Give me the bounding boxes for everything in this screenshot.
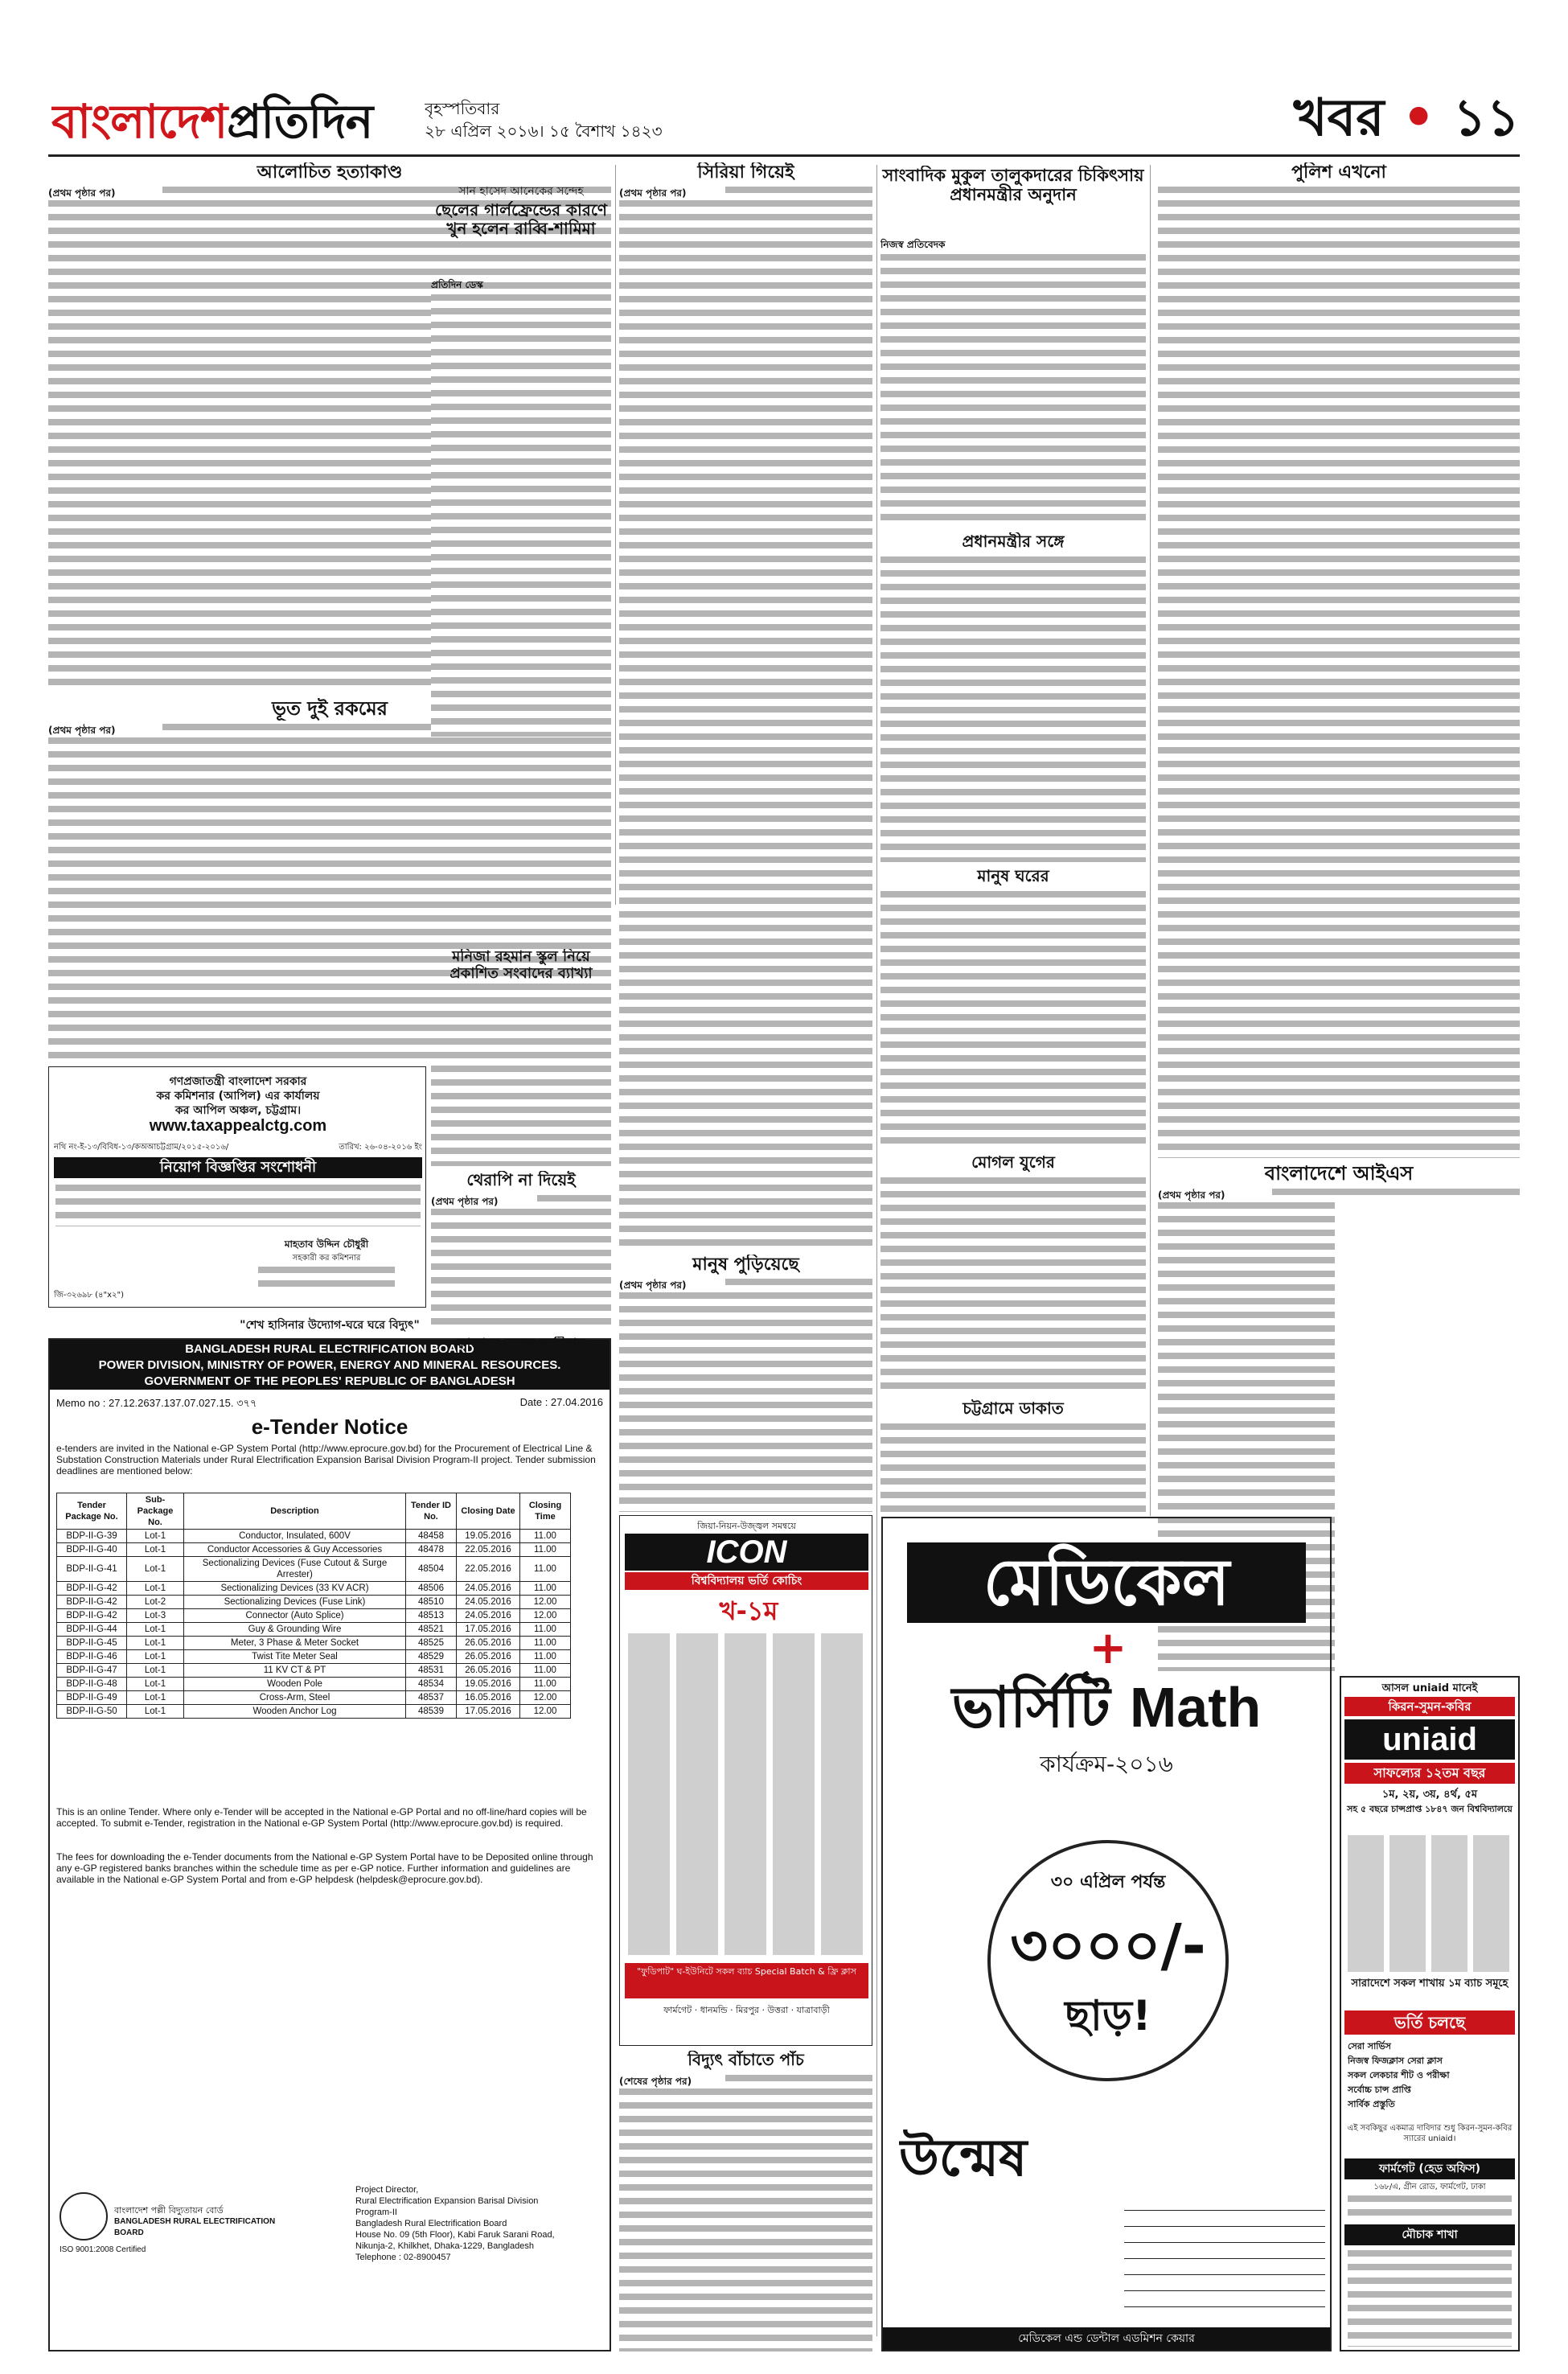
- signer-role: Project Director,: [355, 2185, 419, 2195]
- table-row: [57, 1705, 571, 1719]
- masthead-logo: [51, 93, 421, 150]
- table-row: [57, 1691, 571, 1705]
- unmesh-brand: উন্মেষ: [899, 2130, 1028, 2188]
- tender-col-closing-date: Closing Date: [457, 1493, 520, 1530]
- tender-memo-text: Memo no : 27.12.2637.137.07.027.15.: [56, 1397, 234, 1409]
- article-text: [619, 2089, 872, 2351]
- breb-logo: [60, 2192, 108, 2241]
- unmesh-footer: মেডিকেল এন্ড ডেন্টাল এডমিশন কেয়ার: [883, 2327, 1330, 2350]
- uniaid-coaching-ad: [1340, 1676, 1520, 2351]
- icon-ad-branches: ফার্মগেট · ধানমন্ডি · মিরপুর · উত্তরা · যাত্রাবাড়ী: [663, 2005, 830, 2015]
- table-row: [57, 1678, 571, 1691]
- unmesh-until: ৩০ এপ্রিল পর্যন্ত: [1050, 1872, 1166, 1892]
- icon-ad-photo-grid: [628, 1633, 865, 1955]
- col2-byline: প্রতিদিন ডেস্ক: [431, 279, 483, 290]
- logo-second: প্রতিদিন: [227, 94, 373, 149]
- tender-table-wrap: [56, 1493, 571, 1758]
- tender-subpackage: Lot-1: [127, 1637, 184, 1650]
- col4-story5-headline: চট্টগ্রামে ডাকাত: [963, 1399, 1064, 1418]
- tender-description: Conductor Accessories & Guy Accessories: [184, 1543, 406, 1557]
- tender-closing-date: 17.05.2016: [457, 1623, 520, 1637]
- gov-notice-title: নিয়োগ বিজ্ঞপ্তির সংশোধনী: [54, 1157, 422, 1178]
- tender-col-package: Tender Package No.: [57, 1493, 127, 1530]
- section-label: [1238, 90, 1520, 151]
- tender-signer: [355, 2184, 605, 2289]
- signer-telephone: Telephone : 02-8900457: [355, 2253, 451, 2262]
- icon-ad-sub: বিশ্ববিদ্যালয় ভর্তি কোচিং: [625, 1572, 868, 1590]
- article-text: [619, 200, 872, 1248]
- col3-story1-body: [619, 187, 872, 1248]
- tender-description: Wooden Anchor Log: [184, 1705, 406, 1719]
- gov-signer-role: সহকারী কর কমিশনার: [292, 1254, 361, 1263]
- tender-subpackage: Lot-1: [127, 1543, 184, 1557]
- table-row: [57, 1623, 571, 1637]
- tender-closing-date: 26.05.2016: [457, 1637, 520, 1650]
- tender-org3: GOVERNMENT OF THE PEOPLES' REPUBLIC OF BANGLADESH: [144, 1374, 515, 1388]
- tender-package: BDP-II-G-42: [57, 1596, 127, 1609]
- tender-closing-date: 19.05.2016: [457, 1678, 520, 1691]
- tender-date: Date : 27.04.2016: [519, 1396, 603, 1408]
- tender-title: e-Tender Notice: [251, 1415, 408, 1439]
- tender-closing-time: 11.00: [520, 1582, 571, 1596]
- tender-package: BDP-II-G-45: [57, 1637, 127, 1650]
- tender-id: 48537: [406, 1691, 457, 1705]
- uniaid-bullet: সেরা সার্ভিস: [1348, 2041, 1391, 2052]
- tender-description: Twist Tite Meter Seal: [184, 1650, 406, 1664]
- logo-main: বাংলাদেশ: [51, 94, 228, 149]
- tender-subpackage: Lot-1: [127, 1650, 184, 1664]
- col4-story3-text: [880, 891, 1146, 1148]
- tender-id: 48458: [406, 1530, 457, 1543]
- tender-id: 48539: [406, 1705, 457, 1719]
- col4-story1-text: [880, 254, 1146, 528]
- uniaid-bullet: নিজস্ব ফিজক্লাস সেরা ক্লাস: [1348, 2056, 1443, 2066]
- article-text: [1272, 1189, 1520, 1202]
- tender-package: BDP-II-G-40: [57, 1543, 127, 1557]
- uniaid-tag: সাফল্যের ১২তম বছর: [1344, 1763, 1515, 1784]
- tender-subpackage: Lot-1: [127, 1530, 184, 1543]
- gov-signer: মাহতাব উদ্দিন চৌধুরী: [284, 1238, 369, 1250]
- tender-para2: The fees for downloading the e-Tender documents from the National e-GP System Portal have to be Deposited online through any e-GP registered banks branches within the schedule time as per e-GP notice. Further information and guidelines are available in the National e-GP System Portal and from e-GP helpdesk (helpdesk@eprocure.gov.bd).: [56, 1851, 593, 1885]
- tender-id: 48510: [406, 1596, 457, 1609]
- col4-story2-headline: প্রধানমন্ত্রীর সঙ্গে: [962, 532, 1065, 551]
- tender-closing-date: 22.05.2016: [457, 1543, 520, 1557]
- uniaid-names: কিরন-সুমন-কবির: [1344, 1697, 1515, 1716]
- col5-story1-text: [1158, 187, 1520, 1158]
- tender-description: Conductor, Insulated, 600V: [184, 1530, 406, 1543]
- tender-package: BDP-II-G-47: [57, 1664, 127, 1678]
- gov-line2: কর কমিশনার (আপিল) এর কার্যালয়: [156, 1090, 320, 1101]
- table-row: [57, 1543, 571, 1557]
- section-name: খবর: [1293, 90, 1385, 148]
- tender-subpackage: Lot-3: [127, 1609, 184, 1623]
- uniaid-batch: সারাদেশে সকল শাখায় ১ম ব্যাচ সমূহে: [1351, 1978, 1508, 1990]
- signer-line5: House No. 09 (5th Floor), Kabi Faruk Sarani Road,: [355, 2230, 555, 2240]
- uniaid-bullet: সকল লেকচার শীট ও পরীক্ষা: [1348, 2070, 1450, 2080]
- tender-org2: POWER DIVISION, MINISTRY OF POWER, ENERGY AND MINERAL RESOURCES.: [98, 1358, 561, 1372]
- story-byline: (প্রথম পৃষ্ঠার পর): [431, 1196, 499, 1207]
- table-row: [57, 1530, 571, 1543]
- gov-notice-text: [55, 1185, 421, 1226]
- masthead: [48, 88, 1520, 153]
- tender-id: 48504: [406, 1557, 457, 1582]
- tender-subpackage: Lot-1: [127, 1582, 184, 1596]
- tender-package: BDP-II-G-44: [57, 1623, 127, 1637]
- col3-story3-body: [619, 2075, 872, 2351]
- gov-website-link[interactable]: www.taxappealctg.com: [149, 1117, 327, 1135]
- tender-id: 48513: [406, 1609, 457, 1623]
- col4-story4-headline: মোগল যুগের: [971, 1153, 1055, 1172]
- signer-line6: Nikunja-2, Khilkhet, Dhaka-1229, Bangladesh: [355, 2241, 534, 2251]
- table-row: [57, 1650, 571, 1664]
- tender-table-body: [57, 1530, 571, 1719]
- icon-ad-brand: ICON: [625, 1534, 868, 1571]
- unmesh-medical-ad: [881, 1517, 1332, 2351]
- tender-description: Connector (Auto Splice): [184, 1609, 406, 1623]
- story-byline: (প্রথম পৃষ্ঠার পর): [1158, 1189, 1225, 1201]
- col2-story3-body: [431, 1195, 611, 1332]
- signer-line3: Program-II: [355, 2208, 397, 2217]
- tender-closing-time: 12.00: [520, 1691, 571, 1705]
- tender-closing-time: 12.00: [520, 1596, 571, 1609]
- article-text: [725, 1279, 872, 1292]
- tender-description: Guy & Grounding Wire: [184, 1623, 406, 1637]
- article-text: [537, 1195, 611, 1209]
- story-byline: (প্রথম পৃষ্ঠার পর): [48, 725, 116, 736]
- masthead-day: বৃহস্পতিবার: [425, 99, 500, 118]
- col2-kicker: সান হাসেদ আনেকের সন্দেহ: [458, 185, 584, 198]
- slogan: "শেখ হাসিনার উদ্যোগ-ঘরে ঘরে বিদ্যুৎ": [240, 1319, 420, 1332]
- column-divider: [876, 165, 877, 2336]
- table-row: [57, 1609, 571, 1623]
- col5-story1-headline: পুলিশ এখনো: [1291, 162, 1386, 183]
- col1-story2-headline: ভূত দুই রকমের: [272, 698, 388, 720]
- col3-story1-headline: সিরিয়া গিয়েই: [697, 162, 794, 183]
- tender-description: Meter, 3 Phase & Meter Socket: [184, 1637, 406, 1650]
- tender-description: Cross-Arm, Steel: [184, 1691, 406, 1705]
- tender-description: Wooden Pole: [184, 1678, 406, 1691]
- unmesh-branch-list: [1124, 2210, 1325, 2323]
- tender-id: 48525: [406, 1637, 457, 1650]
- col2-story3-headline: থেরাপি না দিয়েই: [466, 1171, 576, 1189]
- tender-closing-time: 11.00: [520, 1543, 571, 1557]
- col3-story3-headline: বিদ্যুৎ বাঁচাতে পাঁচ: [688, 2051, 804, 2069]
- col4-story5-text: [880, 1423, 1146, 1512]
- tender-closing-time: 11.00: [520, 1623, 571, 1637]
- tender-description: Sectionalizing Devices (Fuse Cutout & Surge Arrester): [184, 1557, 406, 1582]
- table-row: [57, 1582, 571, 1596]
- gov-ref: জি-৩২৬৯৮ (৪"x২"): [54, 1291, 124, 1300]
- tender-closing-time: 11.00: [520, 1637, 571, 1650]
- tender-closing-date: 24.05.2016: [457, 1609, 520, 1623]
- tender-closing-date: 19.05.2016: [457, 1530, 520, 1543]
- col4-story2-text: [880, 557, 1146, 862]
- tender-subpackage: Lot-1: [127, 1678, 184, 1691]
- uniaid-bullet: সর্বোচ্চ চান্স প্রাপ্তি: [1348, 2084, 1411, 2095]
- uniaid-ranks: ১ম, ২য়, ৩য়, ৪র্থ, ৫ম: [1381, 1789, 1478, 1801]
- gov-memo-date: তারিখ: ২৬-০৪-২০১৬ ইং: [339, 1143, 422, 1152]
- tender-subpackage: Lot-2: [127, 1596, 184, 1609]
- column-divider: [1150, 165, 1151, 1516]
- col3-story2-body: [619, 1279, 872, 1512]
- unmesh-plus: +: [1089, 1623, 1127, 1671]
- tender-package: BDP-II-G-46: [57, 1650, 127, 1664]
- tender-closing-date: 24.05.2016: [457, 1596, 520, 1609]
- tender-id: 48506: [406, 1582, 457, 1596]
- tender-closing-date: 16.05.2016: [457, 1691, 520, 1705]
- tender-footer-bn: বাংলাদেশ পল্লী বিদ্যুতায়ন বোর্ড: [114, 2205, 224, 2216]
- unmesh-title2-bn: ভার্সিটি: [951, 1674, 1110, 1740]
- tender-memo-no: ৩৭৭: [236, 1397, 257, 1409]
- gov-memo: নথি নং-ই-১৩/বিবিধ-১৩/কঅআচট্টগ্রাম/২০১৫-২০১৬/: [54, 1143, 229, 1152]
- tender-col-description: Description: [184, 1493, 406, 1530]
- uniaid-branch2: মৌচাক শাখা: [1344, 2224, 1515, 2245]
- tender-description: Sectionalizing Devices (Fuse Link): [184, 1596, 406, 1609]
- tender-subpackage: Lot-1: [127, 1691, 184, 1705]
- tender-closing-time: 11.00: [520, 1557, 571, 1582]
- tender-table: [56, 1493, 571, 1719]
- tender-closing-date: 24.05.2016: [457, 1582, 520, 1596]
- tender-closing-time: 11.00: [520, 1678, 571, 1691]
- col4-headline: সাংবাদিক মুকুল তালুকদারের চিকিৎসায় প্রধানমন্ত্রীর অনুদান: [882, 166, 1144, 205]
- tender-closing-date: 26.05.2016: [457, 1664, 520, 1678]
- column-divider: [615, 165, 616, 905]
- tender-subpackage: Lot-1: [127, 1557, 184, 1582]
- uniaid-logo: uniaid: [1344, 1719, 1515, 1760]
- table-row: [57, 1664, 571, 1678]
- uniaid-ranks2: সহ ৫ বছরে চান্সপ্রাপ্ত ১৮৪৭ জন বিশ্ববিদ্যালয়ে: [1347, 1804, 1513, 1814]
- signer-line2: Rural Electrification Expansion Barisal Division: [355, 2196, 539, 2206]
- story-byline: (প্রথম পৃষ্ঠার পর): [619, 1279, 687, 1291]
- col4-story4-text: [880, 1177, 1146, 1394]
- unmesh-program: কার্যক্রম-২০১৬: [1040, 1752, 1173, 1777]
- tender-subpackage: Lot-1: [127, 1623, 184, 1637]
- story-byline: (শেষের পৃষ্ঠার পর): [619, 2076, 692, 2087]
- unmesh-title2-math: Math: [1129, 1676, 1262, 1739]
- story-byline: (প্রথম পৃষ্ঠার পর): [48, 187, 116, 199]
- gov-signer-details: [258, 1267, 395, 1288]
- tender-closing-date: 22.05.2016: [457, 1557, 520, 1582]
- uniaid-bullet: সার্বিক প্রস্তুতি: [1348, 2099, 1395, 2109]
- signer-line4: Bangladesh Rural Electrification Board: [355, 2219, 507, 2228]
- section-dot: •: [1402, 90, 1435, 148]
- tender-package: BDP-II-G-48: [57, 1678, 127, 1691]
- col2-story2-text: [431, 997, 611, 1166]
- tender-id: 48521: [406, 1623, 457, 1637]
- tender-description: 11 KV CT & PT: [184, 1664, 406, 1678]
- unmesh-title1: মেডিকেল: [907, 1542, 1306, 1623]
- tender-col-id: Tender ID No.: [406, 1493, 457, 1530]
- gov-line3: কর আপিল অঞ্চল, চট্টগ্রাম।: [174, 1104, 302, 1115]
- uniaid-branch1-details: [1348, 2195, 1512, 2220]
- tender-org1: BANGLADESH RURAL ELECTRIFICATION BOARD: [185, 1342, 474, 1356]
- col4-story3-headline: মানুষ ঘরের: [977, 867, 1049, 885]
- page-number: ১১: [1452, 90, 1520, 148]
- uniaid-admission: ভর্তি চলছে: [1344, 2011, 1515, 2035]
- col2-story4-headline: কাতারে সড়ক দুর্ঘটনায়: [456, 1337, 586, 1353]
- masthead-date: ২৮ এপ্রিল ২০১৬। ১৫ বৈশাখ ১৪২৩: [425, 121, 663, 141]
- uniaid-photo-grid: [1348, 1835, 1512, 1972]
- tender-closing-time: 11.00: [520, 1530, 571, 1543]
- tender-id: 48478: [406, 1543, 457, 1557]
- article-text: [725, 187, 872, 200]
- uniaid-bullets: [1348, 2039, 1512, 2120]
- unmesh-title2: [907, 1671, 1306, 1744]
- tender-package: BDP-II-G-50: [57, 1705, 127, 1719]
- table-row: [57, 1637, 571, 1650]
- tender-package: BDP-II-G-49: [57, 1691, 127, 1705]
- col1-story1-headline: আলোচিত হত্যাকাণ্ড: [257, 162, 403, 183]
- uniaid-top: আসল uniaid মানেই: [1381, 1682, 1478, 1694]
- uniaid-closing: এই সবকিছুর একমাত্র দাবিদার শুধু কিরন-সুমন-কবির স্যারের uniaid।: [1347, 2124, 1513, 2143]
- tender-package: BDP-II-G-39: [57, 1530, 127, 1543]
- story-byline: (প্রথম পৃষ্ঠার পর): [619, 187, 687, 199]
- tender-closing-date: 26.05.2016: [457, 1650, 520, 1664]
- tender-id: 48529: [406, 1650, 457, 1664]
- tender-package: BDP-II-G-42: [57, 1582, 127, 1596]
- tender-closing-time: 12.00: [520, 1705, 571, 1719]
- uniaid-branch-list: [1348, 2250, 1512, 2347]
- col5-story2-headline: বাংলাদেশে আইএস: [1264, 1163, 1414, 1185]
- tender-closing-time: 11.00: [520, 1650, 571, 1664]
- e-tender-notice-ad: [48, 1338, 611, 2351]
- article-text: [619, 1292, 872, 1512]
- col3-story2-headline: মানুষ পুড়িয়েছে: [692, 1255, 799, 1275]
- col2-story2-headline: মনিজা রহমান স্কুল নিয়ে প্রকাশিত সংবাদের ব্যাখ্যা: [449, 949, 593, 982]
- col4-byline: নিজস্ব প্রতিবেদক: [880, 239, 946, 250]
- col2-headline: ছেলের গার্লফ্রেন্ডের কারণে খুন হলেন রাব্বি-শামিমা: [435, 201, 607, 238]
- tender-closing-time: 11.00: [520, 1664, 571, 1678]
- col2-story1-text: [431, 294, 611, 737]
- tender-table-header: [57, 1493, 571, 1530]
- tender-subpackage: Lot-1: [127, 1664, 184, 1678]
- icon-ad-top: জিয়া-নিয়ন-উজ্জ্বল সমন্বয়ে: [697, 1521, 796, 1531]
- article-text: [431, 1209, 611, 1332]
- table-row: [57, 1596, 571, 1609]
- icon-coaching-ad: [619, 1515, 872, 2046]
- gov-line1: গণপ্রজাতন্ত্রী বাংলাদেশ সরকার: [169, 1075, 307, 1086]
- tender-closing-time: 12.00: [520, 1609, 571, 1623]
- uniaid-branch-note: ১৬৮/এ, গ্রীন রোড, ফার্মগেট, ঢাকা: [1373, 2183, 1486, 2191]
- tender-id: 48531: [406, 1664, 457, 1678]
- tender-package: BDP-II-G-42: [57, 1609, 127, 1623]
- article-text: [725, 2075, 872, 2089]
- tender-description: Sectionalizing Devices (33 KV ACR): [184, 1582, 406, 1596]
- table-row: [57, 1557, 571, 1582]
- tender-id: 48534: [406, 1678, 457, 1691]
- government-notice-ad: [48, 1066, 426, 1308]
- tender-para1: This is an online Tender. Where only e-Tender will be accepted in the National e-GP Portal and no off-line/hard copies will be accepted. To submit e-Tender, registration in the National e-GP System Portal (http://www.eprocure.gov.bd) is required.: [56, 1806, 587, 1829]
- uniaid-branch1: ফার্মগেট (হেড অফিস): [1344, 2158, 1515, 2179]
- iso-certification: ISO 9001:2008 Certified: [60, 2245, 146, 2254]
- unmesh-discount-word: ছাড়!: [1065, 1993, 1151, 2040]
- tender-col-subpackage: Sub-Package No.: [127, 1493, 184, 1530]
- tender-col-closing-time: Closing Time: [520, 1493, 571, 1530]
- unmesh-discount: ৩০০০/-: [1010, 1912, 1206, 1979]
- tender-intro: e-tenders are invited in the National e-GP System Portal (http://www.eprocure.gov.bd) for the Procurement of Electrical Line & Substation Construction Materials under Rural Electrification Expansion Barisal Division Program-II project. Tender submission deadlines are mentioned below:: [56, 1443, 596, 1477]
- masthead-rule: [48, 154, 1520, 157]
- icon-ad-note: "ফুডিপাট" ঘ-ইউনিটে সকল ব্যাচ Special Batch & ফ্রি ক্লাস: [625, 1963, 868, 1998]
- tender-subpackage: Lot-1: [127, 1705, 184, 1719]
- tender-memo: [56, 1396, 394, 1411]
- tender-footer-en: BANGLADESH RURAL ELECTRIFICATION BOARD: [114, 2217, 276, 2237]
- tender-closing-date: 17.05.2016: [457, 1705, 520, 1719]
- tender-package: BDP-II-G-41: [57, 1557, 127, 1582]
- icon-ad-rank: খ-১ম: [719, 1596, 778, 1626]
